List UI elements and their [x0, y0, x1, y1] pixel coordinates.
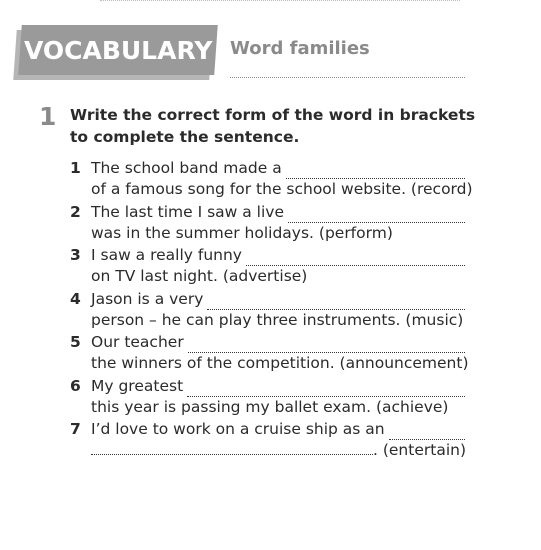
item-text-before: The last time I saw a live [91, 202, 285, 221]
item-text-after: this year is passing my ballet exam. (achieve) [91, 397, 449, 416]
section-label: VOCABULARY [23, 35, 213, 65]
exercise-instruction: Write the correct form of the word in brackets to complete the sentence. [70, 106, 476, 146]
subtitle-underline [230, 77, 465, 78]
item-number: 6 [70, 376, 81, 395]
answer-blank[interactable] [207, 295, 465, 310]
item-number: 1 [70, 159, 81, 177]
answer-blank[interactable] [389, 425, 465, 440]
item-text-before: The school band made a [91, 159, 282, 177]
exercise-item [70, 245, 470, 289]
item-text-before: My greatest [91, 376, 184, 395]
exercise-item [70, 289, 470, 333]
item-text-after: of a famous song for the school website. (record) [91, 180, 473, 198]
item-text-after: on TV last night. (advertise) [91, 267, 308, 285]
answer-blank[interactable] [188, 338, 465, 353]
item-number: 5 [70, 333, 81, 351]
exercise-item [70, 332, 470, 376]
item-text-after: was in the summer holidays. (perform) [91, 223, 393, 242]
answer-blank[interactable] [187, 382, 465, 397]
answer-blank[interactable] [91, 440, 373, 455]
answer-blank[interactable] [288, 208, 465, 223]
section-banner [18, 25, 217, 75]
item-text-before: Our teacher [91, 333, 184, 351]
item-text-before: Jason is a very [91, 289, 204, 308]
item-text-before: I saw a really funny [91, 246, 242, 264]
section-subtitle: Word families [230, 38, 370, 59]
item-text-after: the winners of the competition. (announcement) [91, 354, 469, 372]
item-text-after: person – he can play three instruments. (music) [91, 310, 464, 329]
top-rule [100, 0, 460, 3]
exercise-number: 1 [39, 102, 57, 131]
answer-blank[interactable] [286, 164, 465, 179]
answer-blank[interactable] [246, 251, 465, 266]
exercise-item [70, 376, 470, 420]
exercise-item [70, 419, 470, 463]
item-number: 4 [70, 289, 81, 308]
exercise-items [70, 158, 473, 463]
item-number: 7 [70, 420, 81, 438]
item-text-after: . (entertain) [373, 441, 466, 459]
exercise-item [70, 202, 470, 246]
exercise-item [70, 158, 473, 202]
item-number: 3 [70, 246, 81, 264]
item-text-before: I’d love to work on a cruise ship as an [91, 420, 385, 438]
item-number: 2 [70, 202, 81, 221]
